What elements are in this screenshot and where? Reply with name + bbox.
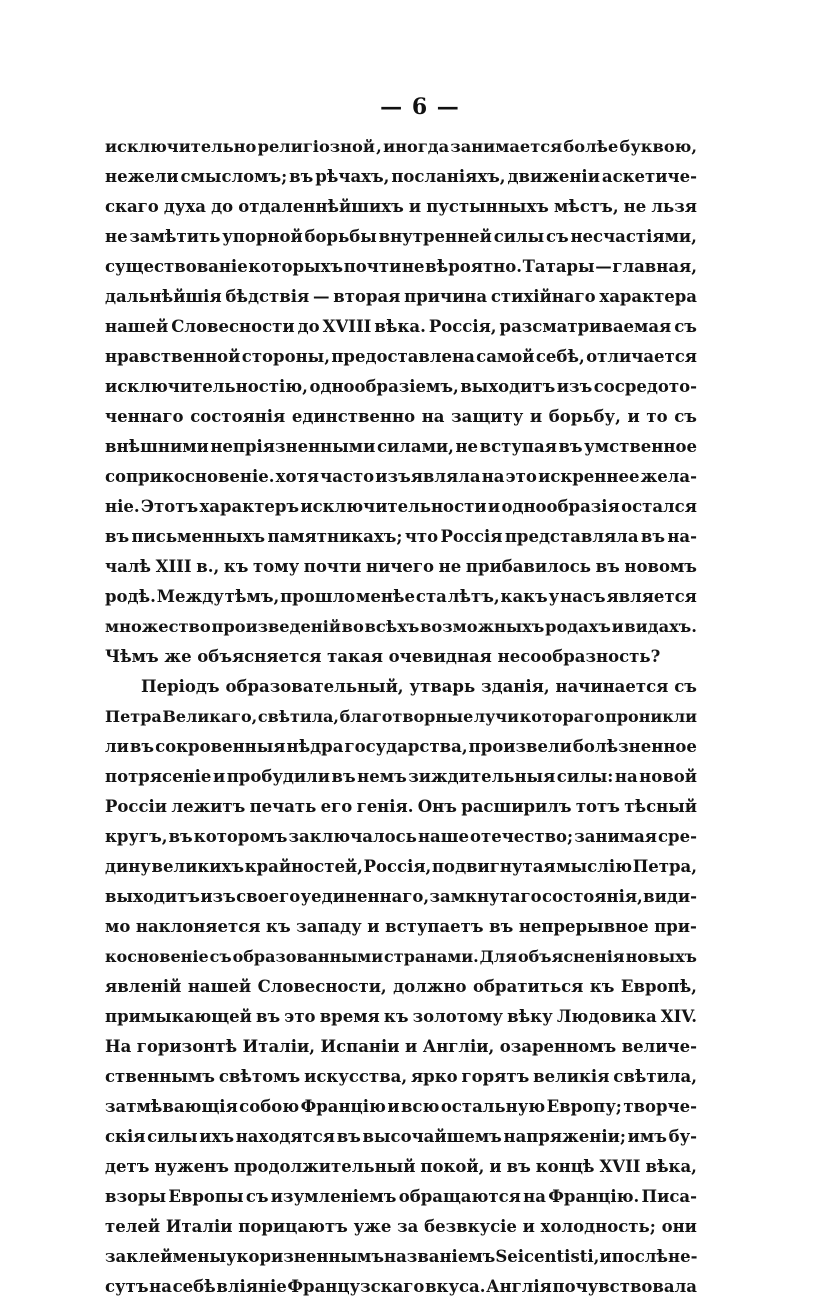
text-line: скiя силы ихъ находятся въ высочайшемъ напряженiи; имъ бу- (105, 1127, 697, 1146)
text-line: взоры Европы съ изумленiемъ обращаются на Францiю. Писа- (105, 1187, 697, 1206)
text-line: косновенiе съ образованными странами. Для объясненiя новыхъ (105, 947, 697, 966)
text-line: мо наклоняется къ западу и вступаетъ въ непрерывное при- (105, 917, 697, 936)
text-line: внѣшними непрiязненными силами, не вступая въ умственное (105, 437, 697, 456)
text-line: множество произведенiй во всѣхъ возможныхъ родахъ и видахъ. (105, 617, 697, 636)
text-line: телей Италiи порицаютъ уже за безвкусiе и холодность; они (105, 1217, 697, 1236)
text-line: ченнаго состоянiя единственно на защиту и борьбу, и то съ (105, 407, 697, 426)
text-line: соприкосновенiе. хотя часто изъявляла на это искреннее жела- (105, 467, 697, 486)
text-line: чалѣ XIII в., къ тому почти ничего не прибавилось въ новомъ (105, 557, 697, 576)
text-line: нежели смысломъ; въ рѣчахъ, посланiяхъ, движенiи аскетиче- (105, 167, 697, 186)
text-line: дальнѣйшiя бѣдствiя — вторая причина стихiйнаго характера (105, 287, 697, 306)
text-line: родѣ. Между тѣмъ, прошло менѣе ста лѣтъ, какъ у насъ является (105, 587, 697, 606)
body-text (105, 132, 697, 1302)
text-line: выходитъ изъ своего уединеннаго, замкнутаго состоянiя, види- (105, 887, 697, 906)
text-line: Россiи лежитъ печать его генiя. Онъ расширилъ тотъ тѣсный (105, 797, 697, 816)
text-line: Перiодъ образовательный, утварь зданiя, начинается съ (141, 677, 697, 696)
text-line: затмѣвающiя собою Францiю и всю остальную Европу; творче- (105, 1097, 697, 1116)
text-line: исключительно религiозной , иногда занимается болѣе буквою, (105, 137, 697, 156)
text-line: нравственной стороны, предоставлена самой себѣ, отличается (105, 347, 697, 366)
text-line: въ письменныхъ памятникахъ; что Россiя представляла въ на- (105, 527, 697, 546)
text-line: детъ нуженъ продолжительный покой, и въ концѣ XVII вѣка, (105, 1157, 697, 1176)
text-line: ственнымъ свѣтомъ искусства, ярко горятъ великiя свѣтила, (105, 1067, 697, 1086)
text-line: нiе. Этотъ характеръ исключительности и однообразiя остался (105, 497, 697, 516)
text-line: заклеймены укоризненнымъ названiемъ Seicentisti, и послѣ не- (105, 1247, 698, 1266)
text-line: потрясенiе и пробудили въ немъ зиждительныя силы: на новой (105, 767, 697, 786)
text-line: ли въ сокровенныя нѣдра государства, произвели болѣзненное (105, 737, 697, 756)
text-line: Петра Великаго, свѣтила, благотворные лучи котораго проникли (105, 707, 697, 726)
text-line: сутъ на себѣ влiянiе Французскаго вкуса. Англiя почувствовала (105, 1277, 697, 1296)
text-line: Чѣмъ же объясняется такая очевидная несообразность? (105, 647, 661, 666)
text-line: нашей Словесности до XVIII вѣка. Россiя, разсматриваемая съ (105, 317, 697, 336)
page-number: — 6 — (380, 94, 460, 120)
text-line: явленiй нашей Словесности, должно обратиться къ Европѣ, (105, 977, 697, 996)
text-line: существованiе которыхъ почти не вѣроятно. Татары — главная, (105, 257, 697, 276)
text-line: не замѣтить упорной борьбы внутренней силы съ несчастiями, (105, 227, 697, 246)
text-line: скаго духа до отдаленнѣйшихъ и пустынныхъ мѣстъ, не льзя (105, 197, 697, 216)
text-line: дину великихъ крайностей, Россiя, подвигнутая мыслiю Петра, (105, 857, 697, 876)
text-line: На горизонтѣ Италiи, Испанiи и Англiи, озаренномъ величе- (105, 1037, 697, 1056)
text-line: примыкающей въ это время къ золотому вѣку Людовика XIV. (105, 1007, 697, 1026)
text-line: исключительностiю, однообразiемъ, выходитъ изъ сосредото- (105, 377, 697, 396)
text-line: кругъ, въ которомъ заключалось наше отечество; занимая сре- (105, 827, 697, 846)
